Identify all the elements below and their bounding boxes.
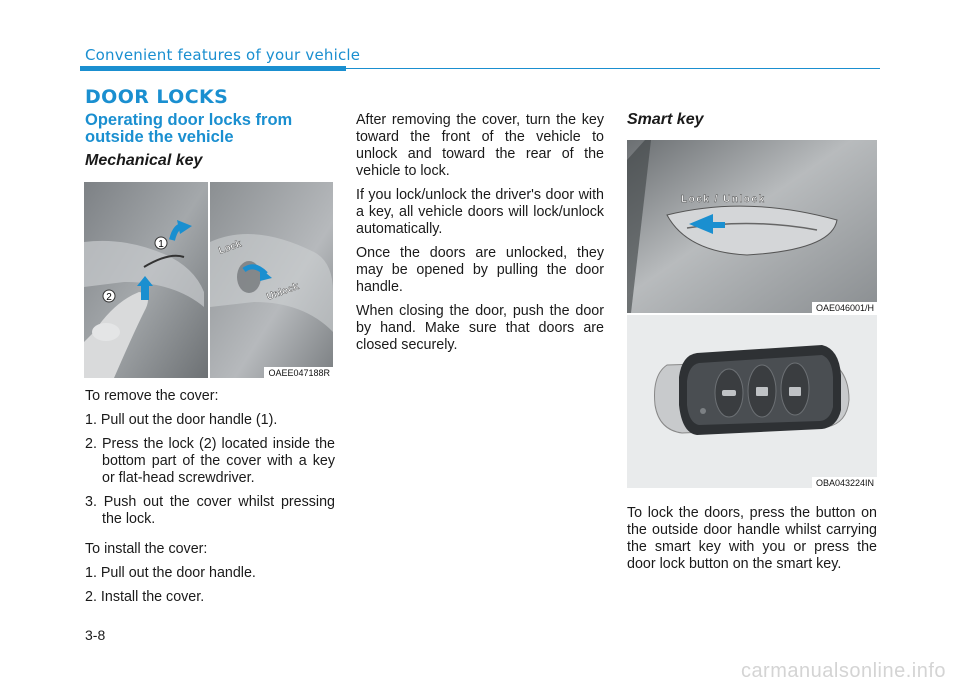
trunk-icon [722, 390, 736, 396]
remove-step-2: 2. Press the lock (2) located inside the bottom part of the cover with a key or flat-head screwdriver. [85, 436, 335, 486]
smart-key-fob-illustration [627, 315, 877, 488]
chapter-title: DOOR LOCKS [85, 86, 229, 108]
cover-instructions [85, 388, 335, 535]
marker-2: 2 [106, 292, 112, 303]
smart-key-text [627, 505, 877, 580]
door-handle-photo [627, 140, 877, 313]
paragraph-closing: When closing the door, push the door by hand. Make sure that doors are closed securely. [356, 303, 604, 353]
lock-icon [756, 387, 768, 396]
site-watermark: carmanualsonline.info [740, 660, 946, 682]
subheading-outside-operation: Operating door locks from outside the vehicle [85, 111, 293, 146]
header-accent-bar [80, 66, 346, 71]
remove-step-1: 1. Pull out the door handle (1). [85, 412, 278, 428]
paragraph-opening: Once the doors are unlocked, they may be opened by pulling the door handle. [356, 245, 604, 295]
header-rule [346, 68, 880, 69]
marker-1: 1 [158, 239, 164, 250]
install-step-1: 1. Pull out the door handle. [85, 565, 256, 581]
smart-key-heading: Smart key [627, 111, 704, 128]
door-handle-illustration [84, 182, 333, 378]
unlock-icon [789, 387, 801, 396]
install-step-2: 2. Install the cover. [85, 589, 205, 605]
middle-column-text [356, 112, 604, 361]
mechanical-key-heading: Mechanical key [85, 152, 203, 169]
install-instructions [85, 541, 335, 613]
section-header: Convenient features of your vehicle [85, 46, 361, 64]
figure-caption-mechanical: OAEE047188R [264, 367, 333, 378]
page-number: 3-8 [85, 627, 106, 643]
figure-caption-fob: OBA043224IN [812, 477, 877, 488]
figure-lock-label: Lock [217, 238, 243, 257]
smart-key-handle-figure [627, 140, 877, 313]
install-intro: To install the cover: [85, 541, 208, 557]
smart-key-fob-figure [627, 315, 877, 488]
paragraph-turn-key: After removing the cover, turn the key toward the front of the vehicle to unlock and toward the rear of the vehicle to lock. [356, 112, 604, 179]
mechanical-key-figure [84, 182, 333, 378]
figure-unlock-label: Unlock [265, 281, 301, 303]
paragraph-smart-key: To lock the doors, press the button on the outside door handle whilst carrying the smart key with you or press the door lock button on the smart key. [627, 505, 877, 572]
figure-caption-handle: OAE046001/H [812, 302, 877, 313]
paragraph-all-doors: If you lock/unlock the driver's door with a key, all vehicle doors will lock/unlock automatically. [356, 187, 604, 237]
remove-step-3: 3. Push out the cover whilst pressing the lock. [85, 494, 335, 527]
remove-intro: To remove the cover: [85, 388, 219, 404]
figure-lock-unlock-label: Lock / Unlock [681, 194, 766, 205]
